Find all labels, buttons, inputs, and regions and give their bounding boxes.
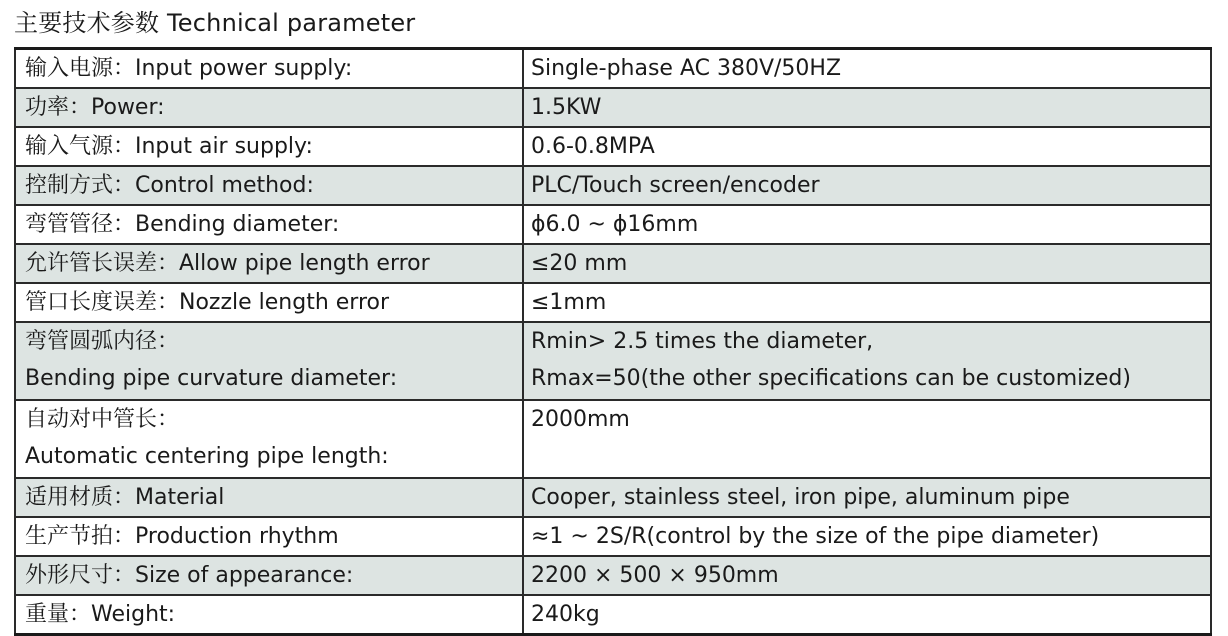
parameter-label: 输入气源：Input air supply: <box>25 134 313 159</box>
parameter-label-cell <box>15 478 523 517</box>
parameter-label-cell <box>15 400 523 478</box>
table-row <box>15 88 1211 127</box>
parameter-value: ≤20 mm <box>531 251 628 276</box>
parameter-label: 功率：Power: <box>25 95 165 120</box>
parameter-label: 输入电源：Input power supply: <box>25 56 353 81</box>
parameters-table-body <box>15 49 1211 635</box>
table-row <box>15 400 1211 478</box>
table-row <box>15 556 1211 595</box>
parameter-value-cell <box>523 49 1211 89</box>
parameter-label-cell <box>15 127 523 166</box>
parameters-table <box>14 47 1212 636</box>
parameter-value-cell <box>523 283 1211 322</box>
parameter-value: ≈1 ~ 2S/R(control by the size of the pipe diameter) <box>531 524 1100 549</box>
parameter-label: 适用材质：Material <box>25 485 225 510</box>
parameter-label: Bending pipe curvature diameter: <box>25 366 398 391</box>
parameter-value-cell <box>523 556 1211 595</box>
parameter-value: 240kg <box>531 602 600 627</box>
parameter-label-cell <box>15 205 523 244</box>
parameter-label: 允许管长误差：Allow pipe length error <box>25 251 430 276</box>
parameter-label: 生产节拍：Production rhythm <box>25 524 339 549</box>
table-row <box>15 322 1211 400</box>
parameter-value-cell <box>523 205 1211 244</box>
table-row <box>15 127 1211 166</box>
parameter-value: PLC/Touch screen/encoder <box>531 173 820 198</box>
parameter-label-cell <box>15 166 523 205</box>
parameter-value-cell <box>523 595 1211 635</box>
parameter-label-cell <box>15 49 523 89</box>
parameter-label-cell <box>15 88 523 127</box>
parameter-label-cell <box>15 595 523 635</box>
table-row <box>15 478 1211 517</box>
parameter-label-cell <box>15 517 523 556</box>
parameter-label: 管口长度误差：Nozzle length error <box>25 290 390 315</box>
parameter-value: Single-phase AC 380V/50HZ <box>531 56 842 81</box>
parameter-value: 1.5KW <box>531 95 602 120</box>
parameter-value: 2200 × 500 × 950mm <box>531 563 779 588</box>
table-row <box>15 205 1211 244</box>
parameter-value: Rmin> 2.5 times the diameter, <box>531 329 874 354</box>
parameter-value-cell <box>523 400 1211 478</box>
parameter-label-cell <box>15 244 523 283</box>
parameter-label-cell <box>15 283 523 322</box>
table-row <box>15 244 1211 283</box>
parameter-value-cell <box>523 166 1211 205</box>
table-row <box>15 595 1211 635</box>
parameter-value-cell <box>523 322 1211 400</box>
parameter-value: Rmax=50(the other specifications can be customized) <box>531 366 1131 391</box>
parameter-label-cell <box>15 322 523 400</box>
table-row <box>15 283 1211 322</box>
table-row <box>15 166 1211 205</box>
parameter-value-cell <box>523 517 1211 556</box>
parameter-label: 外形尺寸：Size of appearance: <box>25 563 354 588</box>
parameter-value-cell <box>523 244 1211 283</box>
table-row <box>15 517 1211 556</box>
parameter-value: 2000mm <box>531 407 630 432</box>
parameter-value: Cooper, stainless steel, iron pipe, aluminum pipe <box>531 485 1070 510</box>
parameter-label: 重量：Weight: <box>25 602 176 627</box>
parameter-label-cell <box>15 556 523 595</box>
parameter-label: 控制方式：Control method: <box>25 173 314 198</box>
table-row <box>15 49 1211 89</box>
parameter-value-cell <box>523 88 1211 127</box>
parameter-value-cell <box>523 478 1211 517</box>
parameter-value: 0.6-0.8MPA <box>531 134 655 159</box>
page-title: 主要技术参数 Technical parameter <box>14 9 416 37</box>
parameter-label: Automatic centering pipe length: <box>25 444 389 469</box>
parameter-value-cell <box>523 127 1211 166</box>
parameter-label: 弯管圆弧内径： <box>25 329 180 354</box>
parameter-value: ≤1mm <box>531 290 607 315</box>
parameter-label: 自动对中管长： <box>25 407 180 432</box>
parameter-label: 弯管管径：Bending diameter: <box>25 212 340 237</box>
parameter-value: ϕ6.0 ~ ϕ16mm <box>531 212 699 237</box>
